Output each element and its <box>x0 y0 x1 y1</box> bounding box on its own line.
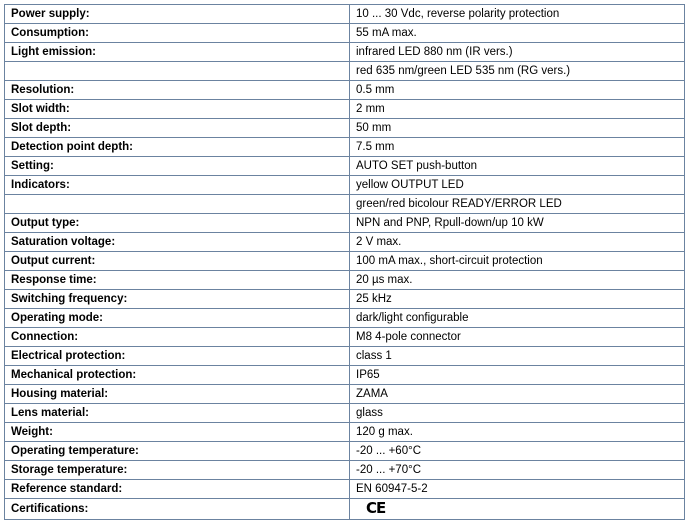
table-row <box>5 404 685 423</box>
table-row <box>5 309 685 328</box>
table-row <box>5 290 685 309</box>
spec-label: Response time: <box>5 271 350 290</box>
spec-label: Storage temperature: <box>5 461 350 480</box>
spec-value: IP65 <box>350 366 685 385</box>
spec-label: Consumption: <box>5 24 350 43</box>
table-row <box>5 499 685 520</box>
spec-label: Slot width: <box>5 100 350 119</box>
table-row <box>5 480 685 499</box>
spec-label: Certifications: <box>5 499 350 520</box>
spec-label: Power supply: <box>5 5 350 24</box>
spec-value: 55 mA max. <box>350 24 685 43</box>
spec-value: red 635 nm/green LED 535 nm (RG vers.) <box>350 62 685 81</box>
spec-label: Operating temperature: <box>5 442 350 461</box>
spec-label: Detection point depth: <box>5 138 350 157</box>
spec-label: Indicators: <box>5 176 350 195</box>
spec-value: 120 g max. <box>350 423 685 442</box>
spec-label <box>5 195 350 214</box>
spec-label: Saturation voltage: <box>5 233 350 252</box>
spec-label: Output type: <box>5 214 350 233</box>
spec-label: Slot depth: <box>5 119 350 138</box>
spec-value: 0.5 mm <box>350 81 685 100</box>
table-row <box>5 385 685 404</box>
spec-value <box>350 499 685 520</box>
table-row <box>5 328 685 347</box>
spec-value: class 1 <box>350 347 685 366</box>
spec-value: 50 mm <box>350 119 685 138</box>
spec-label: Resolution: <box>5 81 350 100</box>
table-row <box>5 176 685 195</box>
table-row <box>5 271 685 290</box>
spec-value: 7.5 mm <box>350 138 685 157</box>
spec-value: dark/light configurable <box>350 309 685 328</box>
spec-label: Light emission: <box>5 43 350 62</box>
spec-label: Reference standard: <box>5 480 350 499</box>
spec-label: Electrical protection: <box>5 347 350 366</box>
spec-value: EN 60947-5-2 <box>350 480 685 499</box>
table-row <box>5 195 685 214</box>
spec-label: Output current: <box>5 252 350 271</box>
spec-value: AUTO SET push-button <box>350 157 685 176</box>
spec-label: Mechanical protection: <box>5 366 350 385</box>
table-row <box>5 366 685 385</box>
table-row <box>5 138 685 157</box>
table-row <box>5 233 685 252</box>
table-row <box>5 214 685 233</box>
table-row <box>5 157 685 176</box>
spec-value: M8 4-pole connector <box>350 328 685 347</box>
table-row <box>5 347 685 366</box>
spec-value: -20 ... +70°C <box>350 461 685 480</box>
table-row <box>5 43 685 62</box>
table-row <box>5 100 685 119</box>
table-row <box>5 423 685 442</box>
spec-label: Operating mode: <box>5 309 350 328</box>
spec-value: 100 mA max., short-circuit protection <box>350 252 685 271</box>
spec-value: 20 µs max. <box>350 271 685 290</box>
table-row <box>5 442 685 461</box>
table-row <box>5 119 685 138</box>
spec-label <box>5 62 350 81</box>
spec-value: infrared LED 880 nm (IR vers.) <box>350 43 685 62</box>
spec-value: 25 kHz <box>350 290 685 309</box>
table-row <box>5 461 685 480</box>
spec-value: 10 ... 30 Vdc, reverse polarity protection <box>350 5 685 24</box>
table-row <box>5 62 685 81</box>
spec-value: ZAMA <box>350 385 685 404</box>
spec-value: yellow OUTPUT LED <box>350 176 685 195</box>
spec-label: Setting: <box>5 157 350 176</box>
spec-value: -20 ... +60°C <box>350 442 685 461</box>
table-row <box>5 24 685 43</box>
spec-label: Weight: <box>5 423 350 442</box>
spec-value: 2 mm <box>350 100 685 119</box>
table-row <box>5 252 685 271</box>
spec-label: Lens material: <box>5 404 350 423</box>
spec-label: Switching frequency: <box>5 290 350 309</box>
spec-label: Housing material: <box>5 385 350 404</box>
spec-value: green/red bicolour READY/ERROR LED <box>350 195 685 214</box>
table-row <box>5 5 685 24</box>
spec-value: glass <box>350 404 685 423</box>
specifications-table <box>4 4 685 520</box>
table-row <box>5 81 685 100</box>
spec-label: Connection: <box>5 328 350 347</box>
spec-value: NPN and PNP, Rpull-down/up 10 kW <box>350 214 685 233</box>
spec-value: 2 V max. <box>350 233 685 252</box>
ce-mark-icon: CE <box>366 499 386 517</box>
